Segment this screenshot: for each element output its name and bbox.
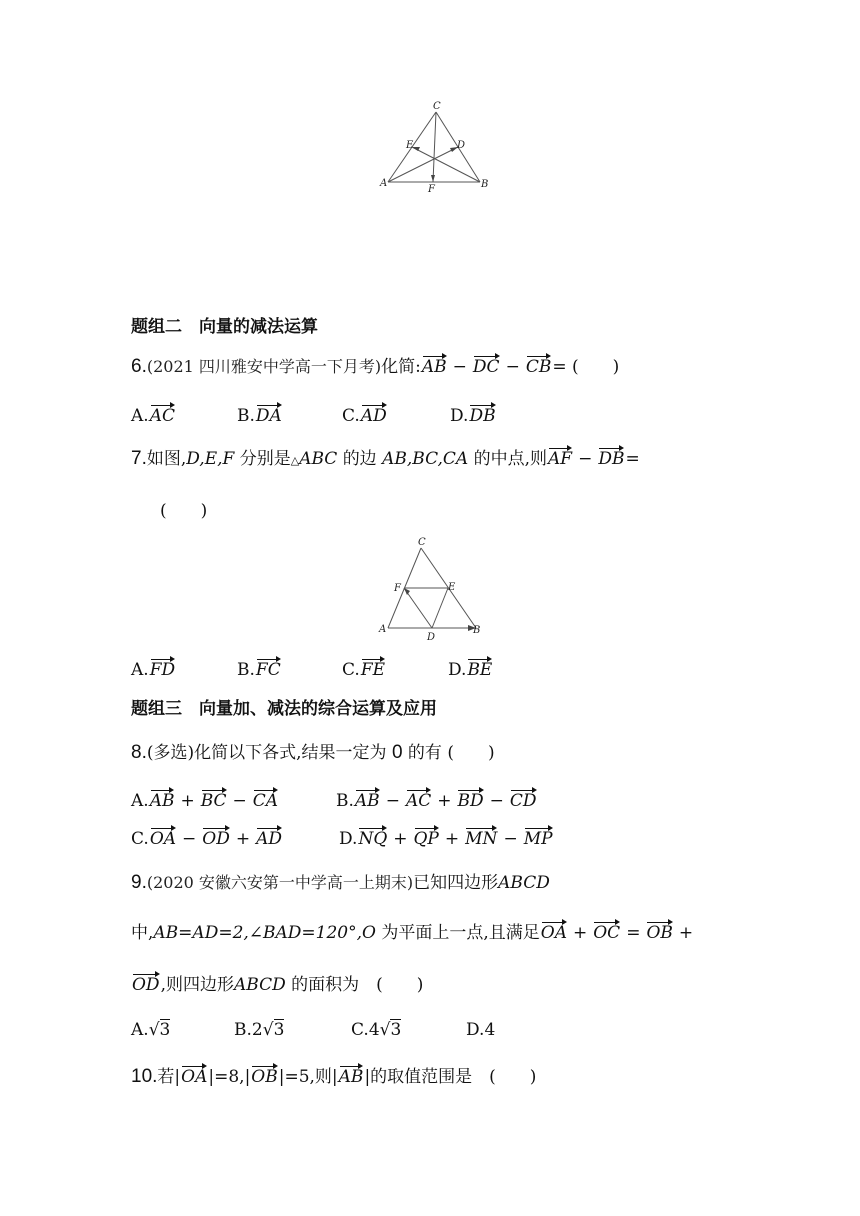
q7-answer-paren: ( ) (160, 501, 208, 521)
q7-equals: = (625, 449, 640, 469)
q7-option-b-vector: FC (256, 656, 281, 680)
q6-op-1: − (452, 357, 467, 377)
q9-op-2: + (678, 923, 694, 943)
q8-c-vector-3: AD (256, 825, 282, 849)
q9-text-3a: ,则四边形 (160, 975, 234, 995)
q9-text-3b: 的面积为 (291, 975, 360, 995)
q8-option-d-label: D. (339, 829, 358, 849)
q8-d-vector-1: NQ (358, 825, 387, 849)
fig1-label-a: A (380, 178, 388, 189)
q8-tail: 的有 ( ) (407, 743, 495, 763)
fig2-label-b: B (473, 625, 481, 636)
q9-text-1: 已知四边形 (413, 873, 499, 893)
q7-text-4: 的中点,则 (473, 449, 547, 469)
fig2-label-d: D (427, 632, 436, 643)
q6-option-b-vector: DA (256, 402, 282, 426)
q7-option-d-label: D. (448, 660, 467, 680)
q9-option-b-label: B. (234, 1020, 252, 1040)
q7-option-a-vector: FD (150, 656, 175, 680)
q6-option-c-vector: AD (361, 402, 387, 426)
q9-quad-name: ABCD (498, 873, 550, 893)
q8-c-op-2: + (235, 829, 251, 849)
q9-option-a: A.√3 (131, 1020, 171, 1040)
q7-points: D,E,F (186, 449, 235, 469)
q6-option-b-label: B. (237, 406, 255, 426)
fig1-label-d: D (457, 140, 466, 151)
q6-option-d-label: D. (450, 406, 469, 426)
q8-b-op-3: − (489, 791, 504, 811)
q9-condition: AB=AD=2,∠BAD=120°,O (153, 923, 376, 943)
q8-a-vector-3: CA (253, 787, 278, 811)
question-8 (131, 738, 495, 764)
q9-answer-paren: ( ) (376, 975, 424, 995)
q8-d-vector-2: QP (414, 825, 439, 849)
q8-d-op-2: + (444, 829, 460, 849)
q7-vector-2: DB (598, 445, 624, 469)
question-7 (131, 444, 640, 470)
q8-b-vector-4: CD (510, 787, 537, 811)
fig2-label-a: A (379, 624, 387, 635)
q7-vector-1: AF (548, 445, 572, 469)
q8-option-c (131, 825, 283, 849)
q8-option-b-label: B. (336, 791, 354, 811)
q6-answer-paren: = ( ) (552, 357, 620, 377)
q10-text-2: |=8,| (208, 1067, 251, 1087)
q9-equals: = (626, 923, 641, 943)
q7-text-1: 如图, (146, 449, 187, 469)
q9-option-c-coef: 4 (368, 1020, 380, 1040)
q9-vector-1: OA (541, 919, 567, 943)
q7-option-c (342, 656, 386, 680)
q8-option-a (131, 787, 279, 811)
q9-option-a-label: A. (131, 1020, 149, 1040)
q6-vector-2: DC (473, 353, 500, 377)
q8-d-vector-3: MN (465, 825, 497, 849)
q8-b-vector-3: BD (457, 787, 483, 811)
figure-triangle-midpoints (376, 536, 488, 644)
q7-option-c-vector: FE (361, 656, 385, 680)
q6-option-b (237, 402, 283, 426)
q10-vector-1: OA (181, 1063, 207, 1087)
q9-text-2a: 中, (131, 923, 154, 943)
q6-option-d-vector: DB (469, 402, 495, 426)
q7-number: 7. (131, 448, 147, 469)
q9-text-2b: 为平面上一点,且满足 (381, 923, 540, 943)
q7-text-3: 的边 (342, 449, 377, 469)
q7-triangle-symbol: △ (290, 454, 300, 467)
q8-b-vector-2: AC (406, 787, 431, 811)
q9-option-a-radicand: 3 (159, 1020, 171, 1040)
q8-number: 8. (131, 742, 147, 763)
q6-vector-1: AB (422, 353, 447, 377)
q9-option-d (466, 1020, 495, 1040)
q6-op-2: − (505, 357, 520, 377)
q9-option-c-label: C. (351, 1020, 369, 1040)
q9-line-3 (131, 970, 423, 995)
q9-op-1: + (573, 923, 588, 943)
q8-a-vector-1: AB (150, 787, 175, 811)
q9-option-d-label: D. (466, 1020, 485, 1040)
q10-text-1: 若| (157, 1067, 181, 1087)
q9-option-d-coef: 4 (484, 1020, 496, 1040)
q7-option-d-vector: BE (467, 656, 492, 680)
fig1-label-b: B (481, 179, 488, 190)
q10-answer-paren: ( ) (489, 1067, 537, 1087)
q8-d-op-1: + (393, 829, 408, 849)
q9-vector-3: OB (646, 919, 672, 943)
q10-vector-3: AB (339, 1063, 364, 1087)
q8-d-op-3: − (503, 829, 518, 849)
fig2-label-f: F (394, 583, 401, 594)
question-10 (131, 1062, 536, 1088)
q7-option-c-label: C. (342, 660, 360, 680)
q7-triangle-name: ABC (299, 449, 338, 469)
q8-b-op-1: − (385, 791, 400, 811)
question-6 (131, 352, 619, 378)
q8-option-b (336, 787, 538, 811)
q7-op: − (578, 449, 593, 469)
q6-option-c (342, 402, 388, 426)
fig1-label-c: C (433, 101, 441, 112)
q8-c-op-1: − (182, 829, 197, 849)
q7-option-d (448, 656, 493, 680)
q8-c-vector-1: OA (150, 825, 176, 849)
q8-b-vector-1: AB (355, 787, 380, 811)
q6-option-a-label: A. (131, 406, 149, 426)
q9-option-b: B.2√3 (234, 1020, 285, 1040)
q8-zero: 0 (391, 742, 403, 763)
q10-text-3: |=5,则| (278, 1067, 338, 1087)
q7-sides: AB,BC,CA (382, 449, 469, 469)
q9-vector-4: OD (132, 971, 160, 995)
fig1-label-e: E (406, 140, 414, 151)
q7-option-a-label: A. (131, 660, 149, 680)
q8-b-op-2: + (437, 791, 452, 811)
q8-option-d (339, 825, 554, 849)
q9-line-2 (131, 918, 698, 943)
q7-text-2: 分别是 (239, 449, 291, 469)
fig2-label-e: E (448, 582, 456, 593)
q10-number: 10. (131, 1066, 158, 1087)
q6-source: (2021 四川雅安中学高一下月考) (146, 357, 382, 376)
q8-option-c-label: C. (131, 829, 149, 849)
q8-option-a-label: A. (131, 791, 149, 811)
q9-option-c: C.4√3 (351, 1020, 402, 1040)
q9-quad-name-2: ABCD (233, 975, 286, 995)
q8-d-vector-4: MP (524, 825, 553, 849)
q6-option-c-label: C. (342, 406, 360, 426)
q6-text: 化简: (381, 357, 421, 377)
q6-option-d (450, 402, 497, 426)
q9-vector-2: OC (593, 919, 620, 943)
q9-option-b-coef: 2 (251, 1020, 263, 1040)
q8-a-vector-2: BC (201, 787, 227, 811)
fig1-label-f: F (428, 184, 435, 195)
group-two-heading: 题组二 向量的减法运算 (131, 317, 318, 337)
q6-option-a (131, 402, 176, 426)
q6-number: 6. (131, 356, 147, 377)
q7-option-a (131, 656, 176, 680)
q9-source: (2020 安徽六安第一中学高一上期末) (146, 873, 414, 892)
q7-option-b-label: B. (237, 660, 255, 680)
q9-option-b-radicand: 3 (273, 1020, 285, 1040)
q8-text: (多选)化简以下各式,结果一定为 (146, 743, 387, 763)
q6-option-a-vector: AC (150, 402, 175, 426)
fig2-label-c: C (418, 537, 426, 548)
q8-a-op-2: − (232, 791, 247, 811)
q8-a-op-1: + (180, 791, 195, 811)
q9-option-c-radicand: 3 (390, 1020, 402, 1040)
figure-triangle-medians (378, 100, 488, 195)
q9-number: 9. (131, 872, 147, 893)
q8-c-vector-2: OD (202, 825, 230, 849)
q10-text-4: |的取值范围是 (364, 1067, 473, 1087)
question-9 (131, 868, 550, 894)
group-three-heading: 题组三 向量加、减法的综合运算及应用 (131, 699, 437, 719)
q6-vector-3: CB (526, 353, 552, 377)
q7-option-b (237, 656, 282, 680)
q10-vector-2: OB (251, 1063, 277, 1087)
